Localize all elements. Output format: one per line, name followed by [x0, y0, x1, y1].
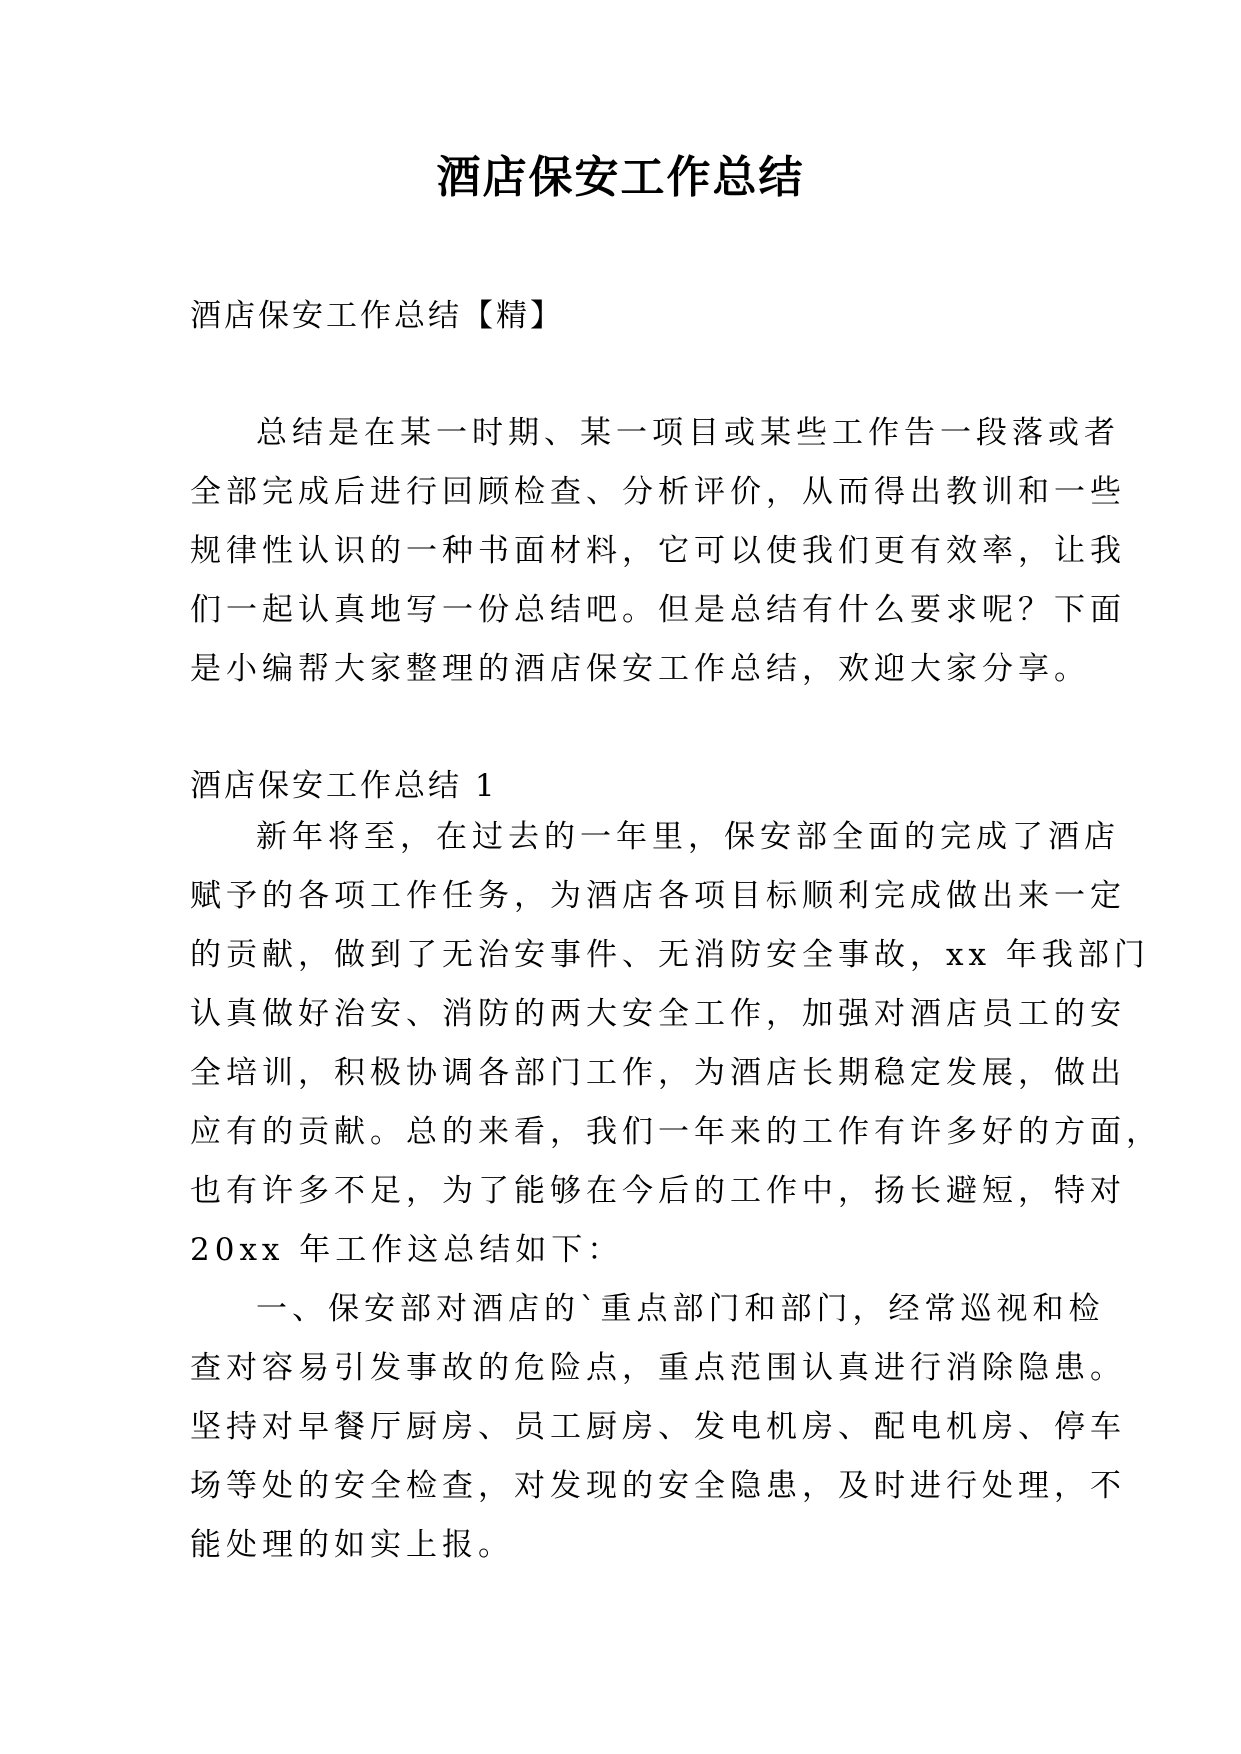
- intro-line: 规律性认识的一种书面材料，它可以使我们更有效率，让我: [190, 533, 1126, 569]
- body-line: 应有的贡献。总的来看，我们一年来的工作有许多好的方面，: [190, 1114, 1162, 1150]
- body-line: 赋予的各项工作任务，为酒店各项目标顺利完成做出来一定: [190, 878, 1126, 914]
- body-line: 坚持对早餐厅厨房、员工厨房、发电机房、配电机房、停车: [190, 1409, 1126, 1445]
- intro-paragraph: [190, 404, 1126, 699]
- body-line: 新年将至，在过去的一年里，保安部全面的完成了酒店: [256, 819, 1120, 855]
- body-line: 能处理的如实上报。: [190, 1527, 514, 1563]
- body-line: 场等处的安全检查，对发现的安全隐患，及时进行处理，不: [190, 1468, 1126, 1504]
- intro-line: 全部完成后进行回顾检查、分析评价，从而得出教训和一些: [190, 474, 1126, 510]
- intro-line: 总结是在某一时期、某一项目或某些工作告一段落或者: [256, 415, 1120, 451]
- body-line: 一、保安部对酒店的`重点部门和部门，经常巡视和检: [256, 1291, 1105, 1327]
- body-line: 查对容易引发事故的危险点，重点范围认真进行消除隐患。: [190, 1350, 1126, 1386]
- body-line: 认真做好治安、消防的两大安全工作，加强对酒店员工的安: [190, 996, 1126, 1032]
- body-line: 也有许多不足，为了能够在今后的工作中，扬长避短，特对: [190, 1173, 1126, 1209]
- document-title: 酒店保安工作总结: [436, 152, 805, 203]
- body-line: 20xx 年工作这总结如下：: [190, 1232, 624, 1268]
- document-subtitle: 酒店保安工作总结【精】: [190, 298, 564, 334]
- section-body: [190, 808, 1162, 1575]
- section-heading: 酒店保安工作总结 1: [190, 768, 498, 804]
- body-line: 全培训，积极协调各部门工作，为酒店长期稳定发展，做出: [190, 1055, 1126, 1091]
- body-line: 的贡献，做到了无治安事件、无消防安全事故，xx 年我部门: [190, 937, 1150, 973]
- intro-line: 是小编帮大家整理的酒店保安工作总结，欢迎大家分享。: [190, 651, 1090, 687]
- intro-line: 们一起认真地写一份总结吧。但是总结有什么要求呢？下面: [190, 592, 1126, 628]
